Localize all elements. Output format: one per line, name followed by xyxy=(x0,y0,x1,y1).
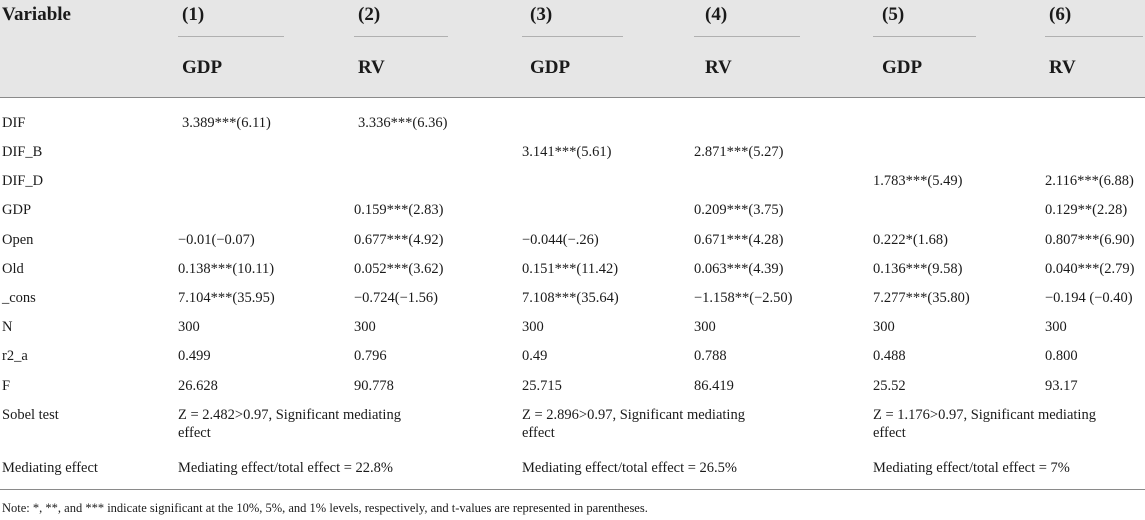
table-cell: 2.116***(6.88) xyxy=(1045,173,1134,189)
row-label: F xyxy=(2,378,11,394)
subheader-2: RV xyxy=(358,57,385,78)
table-cell: 0.800 xyxy=(1045,348,1078,364)
column-header-2: (2) xyxy=(358,4,381,25)
table-cell: 0.788 xyxy=(694,348,727,364)
mediating-group-1: Mediating effect/total effect = 22.8% xyxy=(178,460,393,476)
table-cell: 300 xyxy=(1045,319,1067,335)
table-cell: 0.136***(9.58) xyxy=(873,261,963,277)
column-header-4: (4) xyxy=(705,4,728,25)
table-cell: 300 xyxy=(522,319,544,335)
column-header-3: (3) xyxy=(530,4,553,25)
table-cell: 25.715 xyxy=(522,378,562,394)
table-cell: 0.138***(10.11) xyxy=(178,261,275,277)
table-cell: 3.141***(5.61) xyxy=(522,144,612,160)
table-cell: 0.151***(11.42) xyxy=(522,261,619,277)
table-cell: 0.209***(3.75) xyxy=(694,202,784,218)
table-cell: −0.01(−0.07) xyxy=(178,232,255,248)
table-cell: 0.807***(6.90) xyxy=(1045,232,1135,248)
column-5-underline xyxy=(873,36,976,37)
sobel-group-1-line1: Z = 2.482>0.97, Significant mediating xyxy=(178,407,401,423)
table-cell: 0.159***(2.83) xyxy=(354,202,444,218)
row-label: Mediating effect xyxy=(2,460,98,476)
subheader-4: RV xyxy=(705,57,732,78)
table-cell: 26.628 xyxy=(178,378,218,394)
row-label: _cons xyxy=(2,290,36,306)
table-cell: 1.783***(5.49) xyxy=(873,173,963,189)
table-cell: 300 xyxy=(873,319,895,335)
subheader-1: GDP xyxy=(182,57,223,78)
mediating-group-3: Mediating effect/total effect = 7% xyxy=(873,460,1070,476)
sobel-group-3-line1: Z = 1.176>0.97, Significant mediating xyxy=(873,407,1096,423)
row-label: r2_a xyxy=(2,348,28,364)
table-cell: 86.419 xyxy=(694,378,734,394)
table-cell: 0.499 xyxy=(178,348,211,364)
table-cell: 0.063***(4.39) xyxy=(694,261,784,277)
table-cell: 7.108***(35.64) xyxy=(522,290,619,306)
table-header-background xyxy=(0,0,1145,97)
mediating-group-2: Mediating effect/total effect = 26.5% xyxy=(522,460,737,476)
subheader-3: GDP xyxy=(530,57,571,78)
table-cell: 0.040***(2.79) xyxy=(1045,261,1135,277)
row-label: Open xyxy=(2,232,34,248)
table-cell: 93.17 xyxy=(1045,378,1078,394)
column-1-underline xyxy=(178,36,284,37)
table-bottom-rule xyxy=(0,489,1145,490)
table-cell: 0.222*(1.68) xyxy=(873,232,948,248)
table-cell: 0.49 xyxy=(522,348,548,364)
column-header-5: (5) xyxy=(882,4,905,25)
row-label: DIF xyxy=(2,115,26,131)
table-cell: 0.488 xyxy=(873,348,906,364)
row-label: N xyxy=(2,319,13,335)
table-cell: −0.724(−1.56) xyxy=(354,290,439,306)
subheader-6: RV xyxy=(1049,57,1076,78)
subheader-5: GDP xyxy=(882,57,923,78)
column-header-1: (1) xyxy=(182,4,205,25)
sobel-group-3-line2: effect xyxy=(873,425,906,441)
table-cell: 3.336***(6.36) xyxy=(358,115,448,131)
column-header-6: (6) xyxy=(1049,4,1072,25)
table-cell: −0.044(−.26) xyxy=(522,232,599,248)
table-note: Note: *, **, and *** indicate significant at the 10%, 5%, and 1% levels, respectively, and t-values are represented in parentheses. xyxy=(2,501,648,515)
sobel-group-2-line1: Z = 2.896>0.97, Significant mediating xyxy=(522,407,745,423)
row-label: DIF_D xyxy=(2,173,44,189)
table-cell: 0.671***(4.28) xyxy=(694,232,784,248)
table-cell: 90.778 xyxy=(354,378,394,394)
row-label: Sobel test xyxy=(2,407,59,423)
table-cell: 0.129**(2.28) xyxy=(1045,202,1128,218)
table-cell: 0.796 xyxy=(354,348,387,364)
table-cell: −0.194 (−0.40) xyxy=(1045,290,1133,306)
table-cell: 25.52 xyxy=(873,378,906,394)
table-cell: 300 xyxy=(694,319,716,335)
column-6-underline xyxy=(1045,36,1143,37)
row-label: GDP xyxy=(2,202,32,218)
table-cell: 300 xyxy=(354,319,376,335)
table-cell: 0.052***(3.62) xyxy=(354,261,444,277)
table-cell: 300 xyxy=(178,319,200,335)
column-4-underline xyxy=(694,36,800,37)
row-label: DIF_B xyxy=(2,144,43,160)
column-2-underline xyxy=(354,36,448,37)
table-cell: 7.104***(35.95) xyxy=(178,290,275,306)
header-bottom-rule xyxy=(0,97,1145,98)
column-3-underline xyxy=(522,36,623,37)
table-cell: −1.158**(−2.50) xyxy=(694,290,793,306)
sobel-group-2-line2: effect xyxy=(522,425,555,441)
table-cell: 3.389***(6.11) xyxy=(182,115,271,131)
table-cell: 0.677***(4.92) xyxy=(354,232,444,248)
table-cell: 2.871***(5.27) xyxy=(694,144,784,160)
sobel-group-1-line2: effect xyxy=(178,425,211,441)
variable-column-header: Variable xyxy=(2,4,71,25)
table-cell: 7.277***(35.80) xyxy=(873,290,970,306)
row-label: Old xyxy=(2,261,24,277)
